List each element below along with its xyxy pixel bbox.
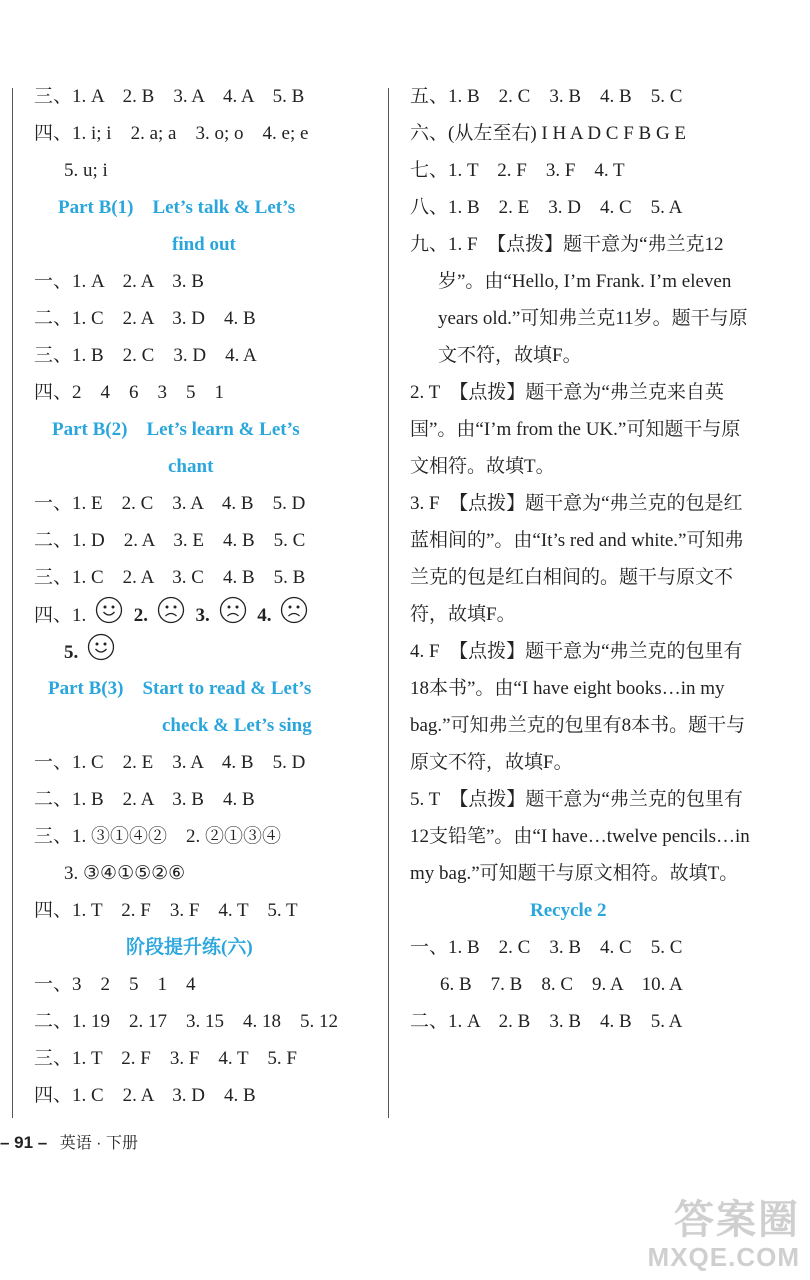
answer-line: 三、1. B 2. C 3. D 4. A <box>34 345 257 366</box>
section-heading-cont: check & Let’s sing <box>162 715 312 736</box>
answer-line: 七、1. T 2. F 3. F 4. T <box>410 160 625 181</box>
sad-icon <box>219 596 247 637</box>
section-heading: Part B(2) Let’s learn & Let’s <box>52 419 300 440</box>
answer-line: 一、1. E 2. C 3. A 4. B 5. D <box>34 493 306 514</box>
explanation-paragraph: 九、1. F 【点拨】题干意为“弗兰克12岁”。由“Hello, I’m Frank. I’m eleven years old.”可知弗兰克11岁。题干与原文不符，故填F。 <box>410 234 748 366</box>
answer-line: 二、1. B 2. A 3. B 4. B <box>34 789 255 810</box>
answer-line: 四、1. i; i 2. a; a 3. o; o 4. e; e <box>34 123 309 144</box>
answer-line: 四、1. T 2. F 3. F 4. T 5. T <box>34 900 298 921</box>
answer-line: 6. B 7. B 8. C 9. A 10. A <box>440 974 683 995</box>
item-number: 2. <box>133 604 149 626</box>
subject-label: 英语 · 下册 <box>59 1135 138 1152</box>
face-answer-line <box>34 596 374 633</box>
answer-line: 六、(从左至右) I H A D C F B G E <box>410 123 687 144</box>
item-number: 4. <box>257 604 272 626</box>
answer-line: 一、1. B 2. C 3. B 4. C 5. C <box>410 937 683 958</box>
face-answer-line <box>34 633 374 670</box>
page-number: – 91 – <box>0 1133 48 1152</box>
answer-line: 3. ③④①⑤②⑥ <box>64 863 186 884</box>
smile-icon <box>95 596 123 637</box>
answer-line: 四、1. C 2. A 3. D 4. B <box>34 1085 256 1106</box>
smile-icon <box>87 633 115 674</box>
answer-line: 三、1. ③①④② 2. ②①③④ <box>34 826 282 847</box>
column-divider-left <box>12 88 13 1118</box>
item-number: 5. <box>64 641 79 663</box>
answer-line: 5. u; i <box>64 160 108 181</box>
section-heading-cont: chant <box>168 456 214 477</box>
answer-line: 二、1. A 2. B 3. B 4. B 5. A <box>410 1011 683 1032</box>
answer-line: 四、2 4 6 3 5 1 <box>34 382 225 403</box>
section-heading: Part B(1) Let’s talk & Let’s <box>58 197 296 218</box>
answer-line: 五、1. B 2. C 3. B 4. B 5. C <box>410 86 683 107</box>
answer-line: 三、1. T 2. F 3. F 4. T 5. F <box>34 1048 297 1069</box>
section-heading-cont: find out <box>172 234 236 255</box>
section-heading: Part B(3) Start to read & Let’s <box>48 678 312 699</box>
answer-line: 八、1. B 2. E 3. D 4. C 5. A <box>410 197 683 218</box>
explanation-paragraph: 4. F 【点拨】题干意为“弗兰克的包里有18本书”。由“I have eight books…in my bag.”可知弗兰克的包里有8本书。题干与原文不符，故填F。 <box>410 641 746 773</box>
watermark-text: 答案圈 <box>674 1198 800 1242</box>
answer-line: 二、1. 19 2. 17 3. 15 4. 18 5. 12 <box>34 1011 339 1032</box>
explanation-paragraph: 2. T 【点拨】题干意为“弗兰克来自英国”。由“I’m from the UK.”可知题干与原文相符。故填T。 <box>410 382 741 477</box>
answer-line: 二、1. C 2. A 3. D 4. B <box>34 308 256 329</box>
right-column <box>410 78 750 1040</box>
sad-icon <box>157 596 185 637</box>
answer-line: 一、1. A 2. A 3. B <box>34 271 204 292</box>
answer-line: 三、1. C 2. A 3. C 4. B 5. B <box>34 567 306 588</box>
answer-line: 一、3 2 5 1 4 <box>34 974 196 995</box>
left-column <box>34 78 374 1114</box>
section-heading: 阶段提升练(六) <box>126 937 253 958</box>
watermark-url: MXQE.COM <box>647 1242 800 1272</box>
column-divider-center <box>388 88 389 1118</box>
answer-line: 二、1. D 2. A 3. E 4. B 5. C <box>34 530 306 551</box>
explanation-paragraph: 3. F 【点拨】题干意为“弗兰克的包是红蓝相间的”。由“It’s red and white.”可知弗兰克的包是红白相间的。题干与原文不符，故填F。 <box>410 493 744 625</box>
watermark-logo <box>620 1198 800 1278</box>
item-number: 3. <box>195 604 210 626</box>
page-footer <box>0 1130 138 1153</box>
item-prefix: 四、1. <box>34 604 87 626</box>
answer-line: 三、1. A 2. B 3. A 4. A 5. B <box>34 86 305 107</box>
sad-icon <box>280 596 308 637</box>
explanation-paragraph: 5. T 【点拨】题干意为“弗兰克的包里有12支铅笔”。由“I have…twelve pencils…in my bag.”可知题干与原文相符。故填T。 <box>410 789 750 884</box>
answer-line: 一、1. C 2. E 3. A 4. B 5. D <box>34 752 306 773</box>
section-heading: Recycle 2 <box>530 900 607 921</box>
